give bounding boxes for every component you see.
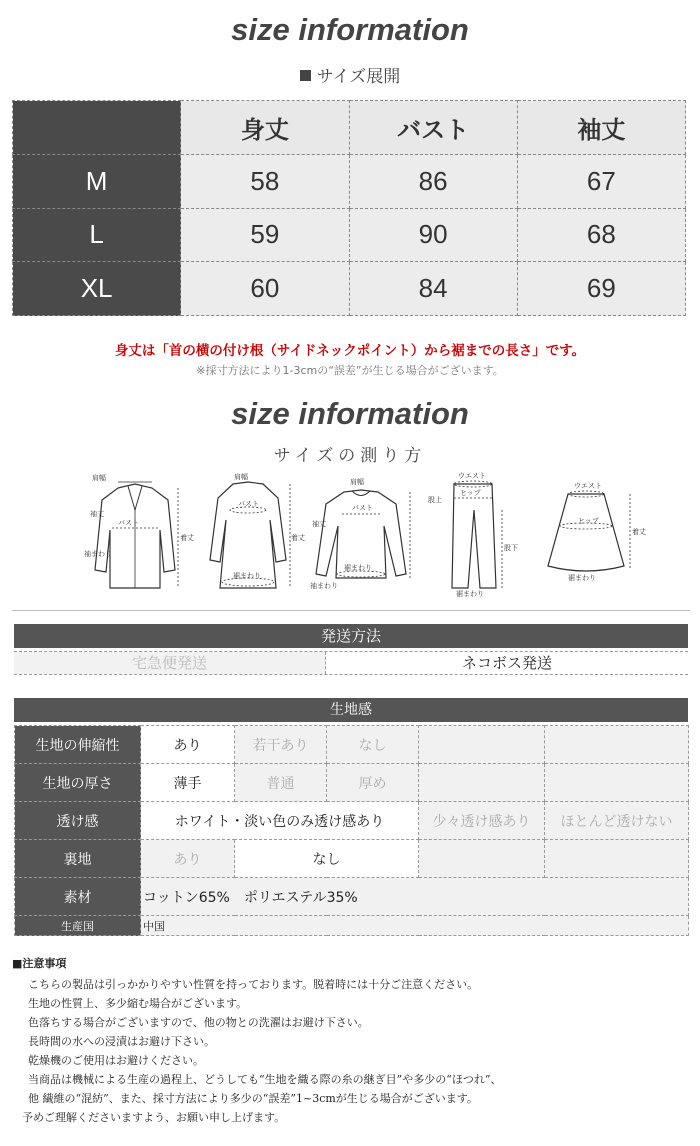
size-value: 67 (517, 155, 685, 209)
sleeve-hem-label: 袖まわり (310, 582, 338, 590)
size-row-m (13, 155, 686, 209)
origin-value: 中国 (141, 916, 689, 936)
top-diagram (306, 470, 416, 598)
dress-diagram (198, 470, 305, 598)
fabric-row-stretch (15, 726, 689, 764)
fabric-row-label: 生産国 (15, 916, 141, 936)
measurement-guide-subtitle: サイズの測り方 (273, 446, 427, 466)
caution-line: 他 繊維の“混紡”、また、採寸方法により多少の“誤差”1~3cmが生じる場合がございます。 (28, 1092, 478, 1105)
hem-label: 裾まわり (568, 574, 596, 582)
size-value: 58 (181, 155, 349, 209)
fabric-empty-cell (545, 840, 689, 878)
size-value: 68 (517, 208, 685, 262)
size-row-xl (13, 262, 686, 316)
caution-line: 予めご理解くださいますよう、お願い申し上げます。 (22, 1111, 286, 1124)
fabric-row-label: 生地の厚さ (15, 764, 141, 802)
fabric-header: 生地感 (14, 698, 688, 722)
fabric-row-label: 生地の伸縮性 (15, 726, 141, 764)
fabric-row-lining (15, 840, 689, 878)
fabric-table (14, 725, 689, 936)
caution-line: 乾燥機のご使用はお避けください。 (28, 1054, 204, 1067)
hem-label: 裾まわり (456, 590, 484, 598)
size-value: 86 (349, 155, 517, 209)
sleeve-label: 袖丈 (90, 510, 104, 518)
section-divider (12, 610, 690, 611)
size-chart-subtitle (0, 62, 700, 87)
fabric-row-sheerness (15, 802, 689, 840)
square-bullet-icon (300, 70, 311, 81)
pants-diagram (424, 470, 524, 598)
fabric-row-label: 裏地 (15, 840, 141, 878)
hem-label: 裾まわり (233, 572, 261, 580)
fabric-option: 若干あり (235, 726, 327, 764)
coat-diagram (80, 470, 194, 598)
fabric-option: ほとんど透けない (545, 802, 689, 840)
hip-label: ヒップ (460, 489, 481, 497)
measurement-diagrams (80, 470, 646, 598)
skirt-diagram (532, 470, 646, 598)
size-info-title-2: size information (231, 396, 469, 431)
fabric-option-selected: 薄手 (141, 764, 235, 802)
fabric-option: あり (141, 840, 235, 878)
size-label: XL (13, 262, 181, 316)
waist-label: ウエスト (574, 482, 602, 490)
shipping-options-row (14, 651, 688, 675)
fabric-option: 普通 (235, 764, 327, 802)
measurement-error-note: ※採寸方法により1-3cmの“誤差”が生じる場合がございます。 (196, 364, 504, 377)
waist-label: ウエスト (458, 472, 486, 480)
caution-line: 生地の性質上、多少縮む場合がございます。 (28, 997, 248, 1010)
hip-label: ヒップ (578, 517, 599, 525)
fabric-option: 少々透け感あり (419, 802, 545, 840)
size-value: 90 (349, 208, 517, 262)
column-header-bust: バスト (349, 101, 517, 155)
shipping-header: 発送方法 (14, 624, 688, 648)
size-value: 60 (181, 262, 349, 316)
material-value: コットン65% ポリエステル35% (141, 878, 689, 916)
fabric-option-selected: ホワイト・淡い色のみ透け感あり (141, 802, 419, 840)
size-label: L (13, 208, 181, 262)
size-label: M (13, 155, 181, 209)
size-chart-subtitle-text: サイズ展開 (316, 67, 401, 87)
size-value: 84 (349, 262, 517, 316)
size-value: 59 (181, 208, 349, 262)
fabric-option-selected: なし (235, 840, 419, 878)
fabric-row-label: 素材 (15, 878, 141, 916)
size-table (12, 100, 686, 316)
fabric-option: なし (327, 726, 419, 764)
shoulder-label: 肩幅 (350, 478, 364, 486)
fabric-empty-cell (419, 726, 545, 764)
fabric-empty-cell (419, 840, 545, 878)
sleeve-hem-label: 袖まわり (84, 550, 112, 558)
caution-line: 色落ちする場合がございますので、他の物との洗濯はお避け下さい。 (28, 1016, 369, 1029)
caution-line: 当商品は機械による生産の過程上、どうしても“生地を織る際の糸の継ぎ目”や多少の“ほつれ”、 (28, 1073, 502, 1086)
rise-label: 股上 (428, 496, 442, 504)
shipping-option-nekopos: ネコボス発送 (461, 654, 552, 672)
inseam-label: 股下 (504, 544, 518, 552)
column-header-length: 身丈 (181, 101, 349, 155)
length-definition-note: 身丈は「首の横の付け根（サイドネックポイント）から裾までの長さ」です。 (114, 343, 586, 359)
fabric-row-origin (15, 916, 689, 936)
fabric-option: 厚め (327, 764, 419, 802)
fabric-empty-cell (419, 764, 545, 802)
fabric-empty-cell (545, 764, 689, 802)
hem-label: 裾まわり (344, 564, 372, 572)
shipping-option-takkyubin: 宅急便発送 (14, 652, 326, 674)
caution-header: ■注意事項 (12, 957, 67, 970)
bust-label: バスト (118, 519, 139, 527)
fabric-row-label: 透け感 (15, 802, 141, 840)
fabric-row-thickness (15, 764, 689, 802)
bust-label: バスト (352, 504, 373, 512)
caution-section (12, 955, 692, 1127)
length-label: 着丈 (632, 528, 646, 536)
bust-label: バスト (238, 500, 259, 508)
length-label: 着丈 (291, 534, 305, 542)
size-table-corner (13, 101, 181, 155)
size-table-header-row (13, 101, 686, 155)
column-header-sleeve: 袖丈 (517, 101, 685, 155)
size-info-title: size information (231, 12, 469, 47)
caution-line: 長時間の水への浸漬はお避け下さい。 (28, 1035, 215, 1048)
sleeve-label: 袖丈 (312, 520, 326, 528)
fabric-row-material (15, 878, 689, 916)
length-label: 着丈 (180, 534, 194, 542)
caution-line: こちらの製品は引っかかりやすい性質を持っております。脱着時には十分ご注意ください。 (28, 978, 479, 991)
size-value: 69 (517, 262, 685, 316)
shoulder-label: 肩幅 (234, 473, 248, 481)
fabric-empty-cell (545, 726, 689, 764)
shoulder-label: 肩幅 (92, 474, 106, 482)
fabric-option-selected: あり (141, 726, 235, 764)
size-row-l (13, 208, 686, 262)
